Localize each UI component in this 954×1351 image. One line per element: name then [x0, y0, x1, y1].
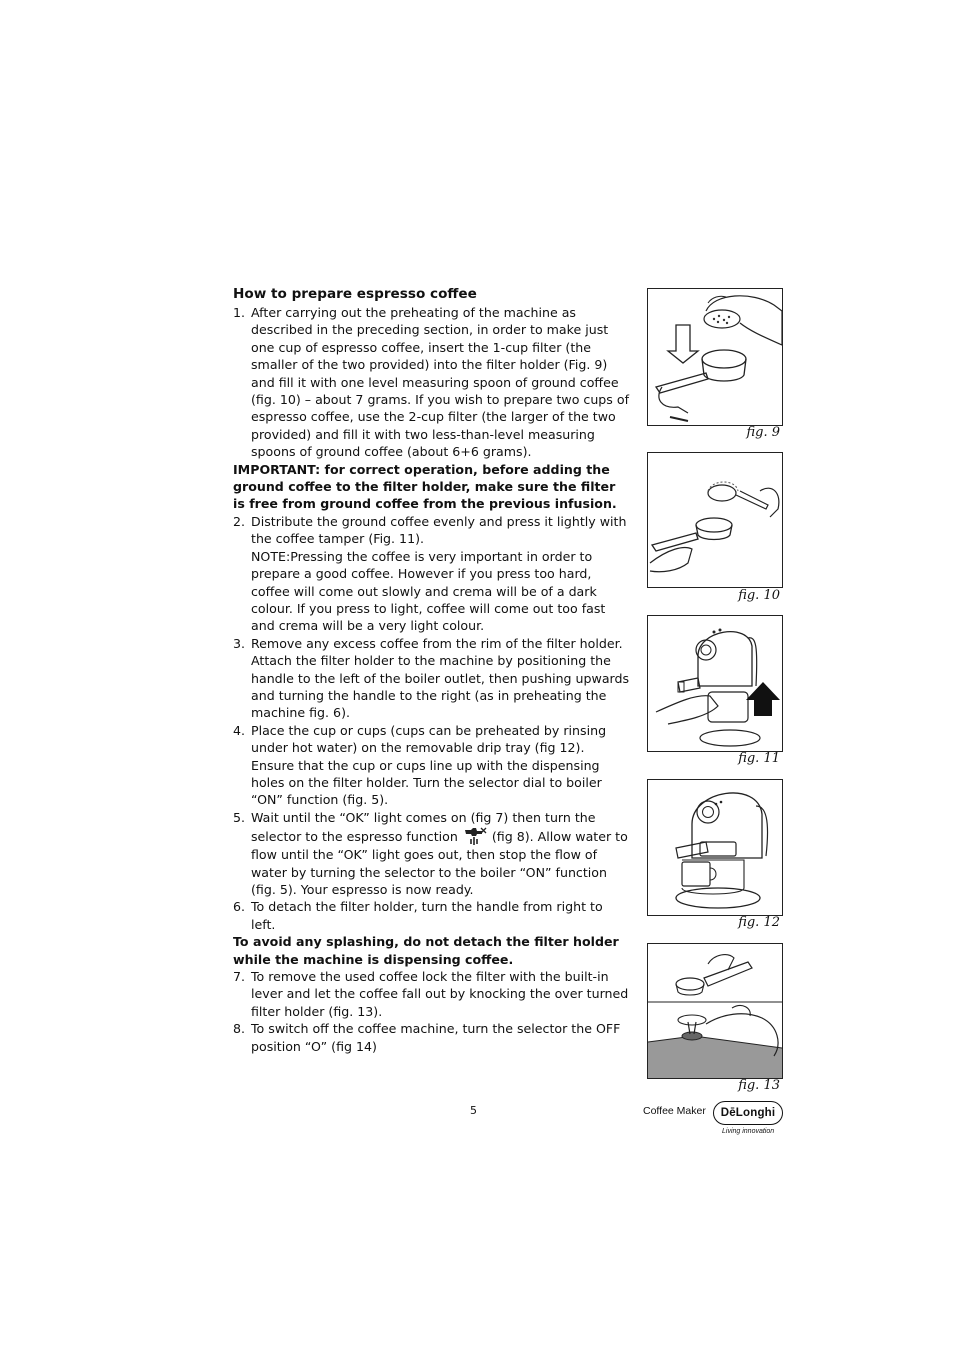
step-8	[233, 1020, 630, 1055]
step-3	[233, 635, 630, 722]
step-text	[251, 809, 630, 899]
section-heading: How to prepare espresso coffee	[233, 286, 477, 302]
step-text: To switch off the coffee machine, turn the selector the OFF position “O” (fig 14)	[251, 1021, 621, 1054]
step-4	[233, 722, 630, 809]
figure-13-caption: fig. 13	[738, 1078, 780, 1093]
delonghi-logo	[713, 1101, 783, 1125]
step-number: 6.	[233, 899, 246, 915]
splash-warning: To avoid any splashing, do not detach the filter holder while the machine is dispensing coffee.	[233, 934, 619, 967]
step-number: 7.	[233, 969, 246, 985]
step-text: To detach the filter holder, turn the handle from right to left.	[251, 899, 603, 932]
step-note: NOTE:Pressing the coffee is very important in order to prepare a good coffee. However if you press too hard, coffee will come out slowly and crema will be of a dark colour. If you press to light, coffee will come out too fast and crema will be a very light colour.	[251, 548, 606, 634]
step-5	[233, 809, 630, 899]
figure-11-illustration	[647, 615, 783, 752]
step-text: After carrying out the preheating of the machine as described in the preceding section, in order to make just one cup of espresso coffee, insert the 1-cup filter (the smaller of the two provided) into the filter holder (Fig. 9) and fill it with one level measuring spoon of ground coffee (fig. 10) – about 7 grams. If you wish to prepare two cups of espresso coffee, use the 2-cup filter (the larger of the two provided) and fill it with two less-than-level measuring spoons of ground coffee (about 6+6 grams).	[251, 305, 630, 460]
figure-12-illustration	[647, 779, 783, 916]
step-text-part-b: (fig 8). Allow water to flow until the “OK” light goes out, then stop the flow of water by turning the selector to the boiler “ON” function (fig. 5). Your espresso is now ready.	[251, 829, 628, 897]
step-text: Place the cup or cups (cups can be preheated by rinsing under hot water) on the removable drip tray (fig 12). Ensure that the cup or cups line up with the dispensing holes on the filter holder. Turn the selector dial to boiler “ON” function (fig. 5).	[251, 722, 607, 808]
step-number: 2.	[233, 513, 246, 529]
figure-13-illustration	[647, 943, 783, 1079]
figure-11-caption: fig. 11	[738, 751, 780, 766]
figure-10-illustration	[647, 452, 783, 588]
page-number: 5	[470, 1104, 477, 1117]
instructions-column	[233, 285, 630, 1055]
step-text: Remove any excess coffee from the rim of the filter holder. Attach the filter holder to the machine by positioning the handle to the left of the boiler outlet, then pushing upwards and turning the handle to the right (as in preheating the machine fig. 6).	[251, 635, 630, 721]
step-7	[233, 968, 630, 1020]
figure-9-caption: fig. 9	[746, 425, 780, 440]
figure-9-illustration	[647, 288, 783, 426]
step-1	[233, 304, 630, 461]
brand-name: DēLonghi	[720, 1107, 776, 1119]
step-number: 1.	[233, 305, 246, 320]
figure-12-caption: fig. 12	[738, 915, 780, 930]
espresso-function-icon	[462, 826, 488, 846]
step-number: 4.	[233, 722, 246, 738]
step-text-part-a: Wait until the “OK” light comes on (fig 7) then turn the selector to the espresso function	[251, 809, 596, 845]
figure-10-caption: fig. 10	[738, 588, 780, 603]
step-6	[233, 898, 630, 933]
step-number: 3.	[233, 635, 246, 651]
product-label: Coffee Maker	[643, 1105, 706, 1117]
step-number: 8.	[233, 1021, 246, 1037]
step-2	[233, 513, 630, 635]
brand-tagline: Living innovation	[722, 1128, 775, 1135]
step-text: To remove the used coffee lock the filter with the built-in lever and let the coffee fall out by knocking the over turned filter holder (fig. 13).	[251, 969, 629, 1019]
important-notice: IMPORTANT: for correct operation, before adding the ground coffee to the filter holder, make sure the filter is free from ground coffee from the previous infusion.	[233, 461, 617, 512]
step-number: 5.	[233, 809, 246, 825]
step-text: Distribute the ground coffee evenly and press it lightly with the coffee tamper (Fig. 11).	[251, 513, 627, 547]
